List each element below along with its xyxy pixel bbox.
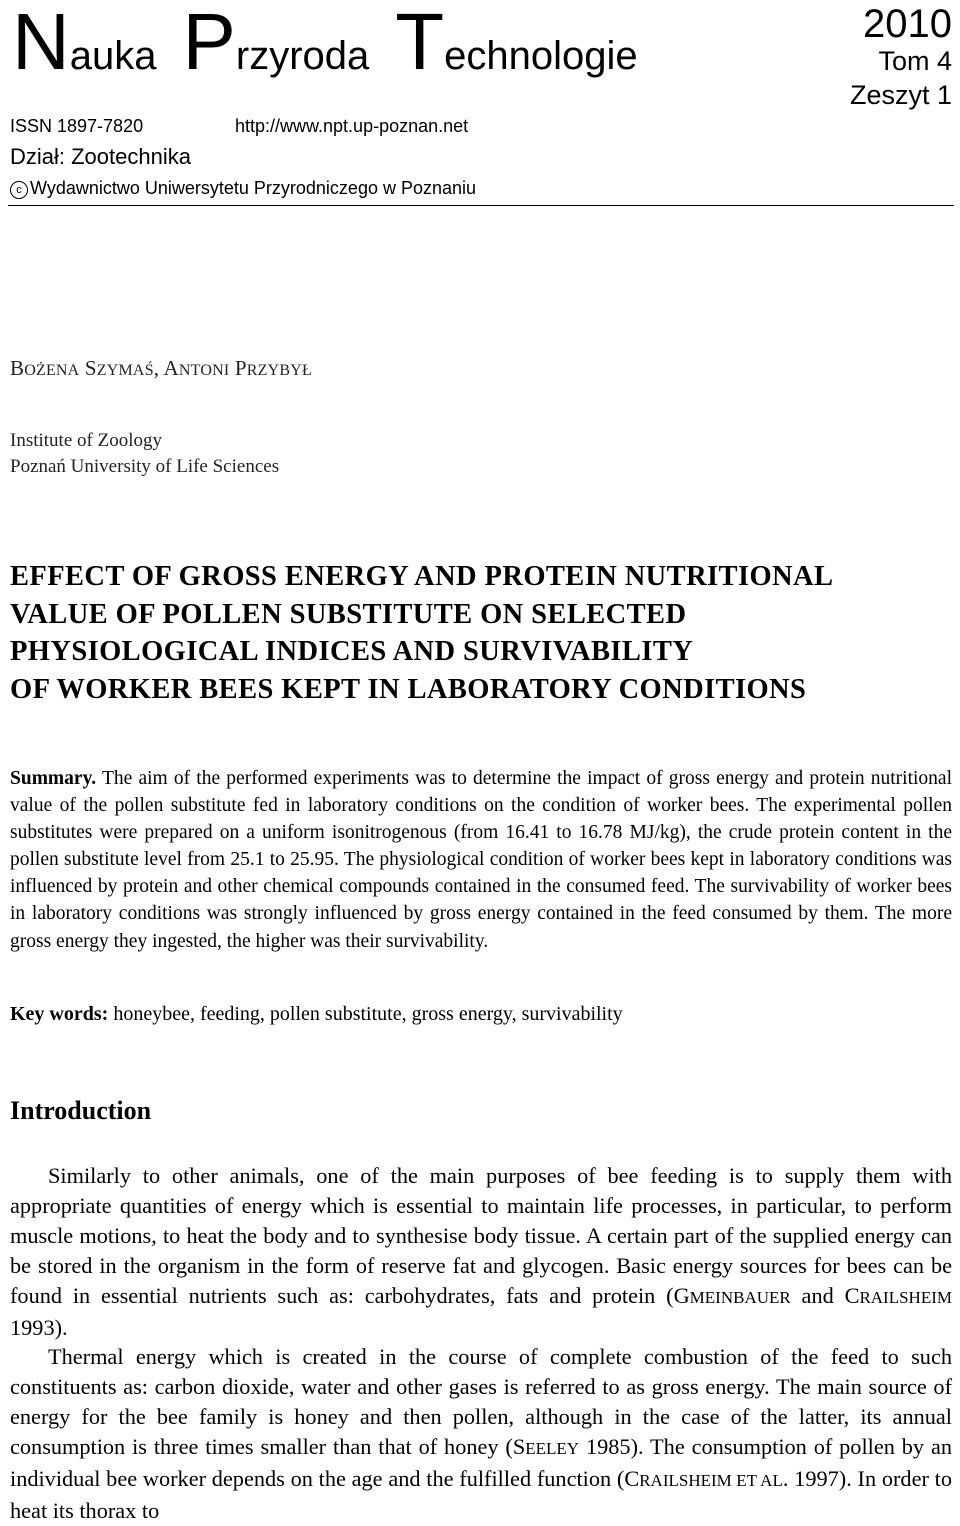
keywords-label: Key words: <box>10 1003 109 1025</box>
intro-p2-text-c: . 1997). In order to heat its thorax to <box>10 1466 952 1523</box>
intro-p2-text: Thermal energy which is created in the course of complete combustion of the feed to such constituents as: carbon dioxide, water and other gases is referred to as gross energy. The main source of energy for the bee family is honey and then pollen, although in the case of the latter, its annual consumption is three times smaller than that of honey ( <box>10 1344 952 1460</box>
affiliation-university: Poznań University of Life Sciences <box>10 456 280 477</box>
keywords-text: honeybee, feeding, pollen substitute, gross energy, survivability <box>108 1003 623 1025</box>
introduction-body <box>10 1161 952 1526</box>
journal-initial-t: T <box>395 0 445 86</box>
author-separator: , <box>153 356 164 380</box>
journal-url[interactable]: http://www.npt.up-poznan.net <box>235 116 469 136</box>
author1-first-initial: B <box>10 356 25 380</box>
title-line-1: EFFECT OF GROSS ENERGY AND PROTEIN NUTRITIONAL <box>10 561 834 592</box>
cite-al: AL <box>760 1471 783 1491</box>
cite-name: MEINBAUER <box>689 1287 791 1307</box>
cite-initial: S <box>512 1434 526 1460</box>
issn: ISSN 1897-7820 <box>10 116 144 136</box>
title-line-3: PHYSIOLOGICAL INDICES AND SURVIVABILITY <box>10 636 694 667</box>
cite-name: RAILSHEIM <box>859 1287 952 1307</box>
cite-initial: C <box>844 1282 860 1308</box>
journal-year: 2010 <box>863 2 952 46</box>
journal-section: Dział: Zootechnika <box>10 144 191 169</box>
cite-and: and <box>790 1282 845 1308</box>
intro-paragraph-2 <box>10 1342 952 1525</box>
author1-first-rest: OŻENA <box>24 362 80 379</box>
paper-title <box>10 558 950 708</box>
journal-initial-p: P <box>182 0 236 86</box>
journal-name <box>12 0 638 86</box>
intro-paragraph-1 <box>10 1161 952 1342</box>
title-line-4: OF WORKER BEES KEPT IN LABORATORY CONDITIONS <box>10 673 807 705</box>
author2-first-initial: A <box>163 356 179 380</box>
authors <box>10 356 312 381</box>
author1-last-rest: ZYMAŚ <box>96 362 154 379</box>
copyright-line <box>10 178 476 199</box>
keywords <box>10 1003 623 1026</box>
journal-tom: Tom 4 <box>878 46 952 76</box>
cite-initial: G <box>673 1282 690 1308</box>
affiliation-institute: Institute of Zoology <box>10 430 162 451</box>
section-heading-introduction: Introduction <box>10 1096 152 1125</box>
header-rule <box>8 205 954 206</box>
intro-p2-text-b: 1985). The consumption of pollen by an individual bee worker depends on the age and the fulfilled function ( <box>10 1434 952 1492</box>
journal-word-przyroda: rzyroda <box>235 34 370 78</box>
journal-word-technologie: echnologie <box>444 34 638 78</box>
summary-text: The aim of the performed experiments was to determine the impact of gross energy and protein nutritional value of the pollen substitute fed in laboratory conditions on the condition of worker bees. The experimental pollen substitutes were prepared on a uniform isonitrogenous (from 16.41 to 16.78 MJ/kg), the crude protein content in the pollen substitute level from 25.1 to 25.95. The physiological condition of worker bees kept in laboratory conditions was influenced by protein and other chemical compounds contained in the consumed feed. The survivability of worker bees in laboratory conditions was strongly influenced by gross energy contained in the feed consumed by them. The more gross energy they ingested, the higher was their survivability. <box>10 768 952 952</box>
author2-last-rest: RZYBYŁ <box>246 362 312 379</box>
journal-zeszyt: Zeszyt 1 <box>849 80 952 110</box>
cite-name: EELEY <box>525 1439 580 1459</box>
cite-year: 1993). <box>10 1314 68 1340</box>
journal-initial-n: N <box>12 0 70 86</box>
author2-last-initial: P <box>234 356 247 380</box>
intro-p1-text: Similarly to other animals, one of the main purposes of bee feeding is to supply them with appropriate quantities of energy which is essential to maintain life processes, in particular, to perform muscle motions, to heat the body and to synthesise body tissue. A certain part of the supplied energy can be stored in the organism in the form of reserve fat and glycogen. Basic energy sources for bees can be found in essential nutrients such as: carbohydrates, fats and protein ( <box>10 1163 952 1308</box>
journal-word-nauka: auka <box>69 34 157 78</box>
cite-name: RAILSHEIM <box>639 1471 732 1491</box>
author2-first-rest: NTONI <box>178 362 230 379</box>
title-line-2: VALUE OF POLLEN SUBSTITUTE ON SELECTED <box>10 598 687 630</box>
copyright-text: Wydawnictwo Uniwersytetu Przyrodniczego w Poznaniu <box>30 178 477 198</box>
author1-last-initial: S <box>84 356 97 380</box>
summary-label: Summary. <box>10 768 97 789</box>
cite-et: ET <box>731 1471 761 1491</box>
cite-initial: C <box>624 1466 640 1492</box>
copyright-icon: c <box>10 181 28 199</box>
volume-info <box>850 4 952 112</box>
summary <box>10 765 952 955</box>
